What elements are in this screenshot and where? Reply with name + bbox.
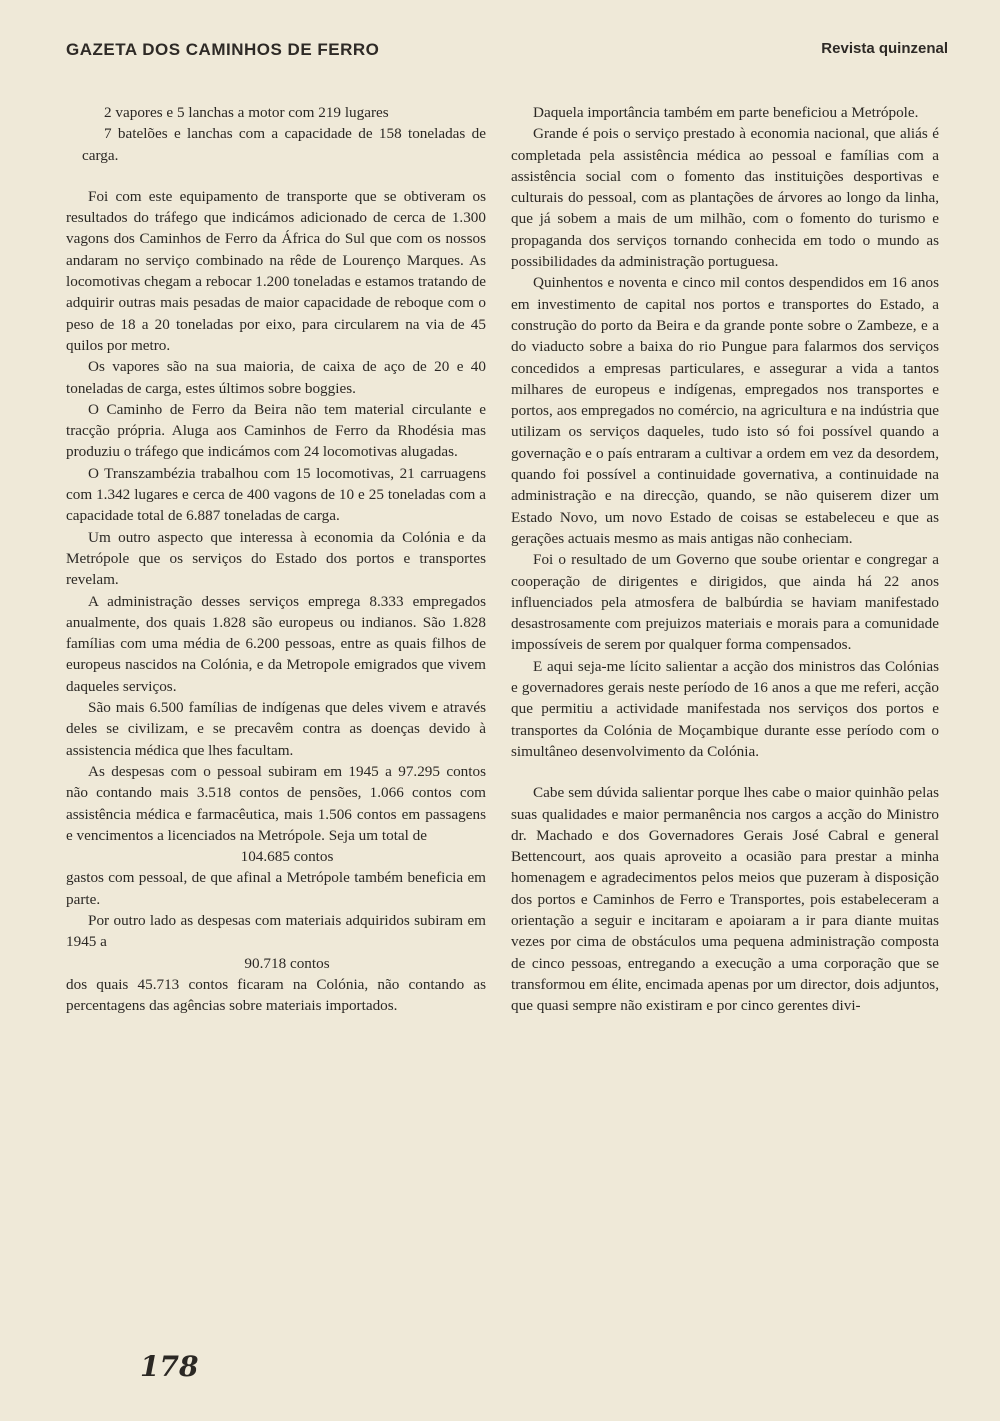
paragraph: Por outro lado as despesas com materiais adquiridos subiram em 1945 a [66,911,486,951]
left-column [66,102,486,1016]
total-materials-expenses: 90.718 contos [244,954,330,972]
paragraph: E aqui seja-me lícito salientar a acção dos ministros das Colónias e governadores gerais neste período de 16 anos a que me referi, acção que permitiu a actividade manifestada nos serviços dos portos e transportes da Colónia de Moçambique durante esse período com o simultâneo desenvolvimento da Colónia. [511,657,939,760]
journal-subtitle: Revista quinzenal [821,40,948,57]
paragraph: São mais 6.500 famílias de indígenas que deles vivem e através deles se civilizam, e se precavêm contra as doenças devido à assistencia médica que lhes facultam. [66,699,486,759]
list-item: 7 batelões e lanchas com a capacidade de 158 toneladas de carga. [82,125,486,164]
right-column [511,102,939,1016]
paragraph: As despesas com o pessoal subiram em 1945 a 97.295 contos não contando mais 3.518 contos de pensões, 1.066 contos com assistência médica e farmacêutica, mais 1.506 contos em passagens e vencimentos a licenciados na Metrópole. Seja um total de [66,762,486,844]
paragraph: Foi com este equipamento de transporte que se obtiveram os resultados do tráfego que indicámos adicionado de cerca de 1.300 vagons dos Caminhos de Ferro da África do Sul que com os nossos andaram no serviço combinado na rêde de Lourenço Marques. As locomotivas chegam a rebocar 1.200 toneladas e estamos tratando de adquirir outras mais pesadas de maior capacidade de reboque com o peso de 18 a 20 toneladas por eixo, para circularem na via de 45 quilos por metro. [66,187,486,354]
total-personnel-expenses: 104.685 contos [240,848,334,866]
paragraph: O Transzambézia trabalhou com 15 locomotivas, 21 carruagens com 1.342 lugares e cerca de 400 vagons de 10 e 25 toneladas com a capacidade total de 6.887 toneladas de carga. [66,464,486,525]
paragraph: Foi o resultado de um Governo que soube orientar e congregar a cooperação de dirigentes e dirigidos, que ainda há 22 anos influenciados pela atmosfera de balbúrdia se haviam manifestado desastrosamente com prejuizos materiais e morais para a comunidade impossíveis de serem por qualquer forma compensados. [511,551,939,654]
list-item: 2 vapores e 5 lanchas a motor com 219 lugares [104,104,389,121]
paragraph: dos quais 45.713 contos ficaram na Colónia, não contando as percentagens das agências sobre materiais importados. [66,975,486,1015]
paragraph: Um outro aspecto que interessa à economia da Colónia e da Metrópole que os serviços do Estado dos portos e transportes revelam. [66,528,486,589]
paragraph: A administração desses serviços emprega 8.333 empregados anualmente, dos quais 1.828 são europeus ou indianos. São 1.828 famílias com uma média de 6.200 pessoas, entre as quais filhos de europeus nascidos na Colónia, e da Metropole emigrados que vivem daqueles serviços. [66,592,486,695]
paragraph: Grande é pois o serviço prestado à economia nacional, que aliás é completada pela assistência médica ao pessoal e famílias com a assistência social com o fomento das instituições desportivas e culturais do pessoal, com as plantações de árvores ao longo da linha, que já sobem a mais de um milhão, com o fomento do turismo e propaganda dos serviços tornando conhecida em todo o mundo as possibilidades da administração portuguesa. [511,125,939,271]
page-number: 178 [140,1350,199,1383]
paragraph: gastos com pessoal, de que afinal a Metrópole também beneficia em parte. [66,869,486,908]
paragraph: Cabe sem dúvida salientar porque lhes cabe o maior quinhão pelas suas qualidades e maior permanência nos cargos a acção do Ministro dr. Machado e dos Governadores Gerais José Cabral e general Bettencourt, aos quais aproveito a ocasião para prestar a minha homenagem e agradecimentos pelos meios que puzeram à disposição dos portos e Caminhos de Ferro e Transportes, pois estabeleceram a orientação a seguir e incitaram e apoiaram a ir para diante muitas vezes por cima de obstáculos uma pequena administração composta de cinco pessoas, entregando a execução a uma corporação que se transformou em élite, encimada apenas por um director, dois adjuntos, que quasi sempre não existiram e por cinco gerentes divi- [511,784,939,1015]
journal-title: GAZETA DOS CAMINHOS DE FERRO [66,40,380,59]
paragraph: Daquela importância também em parte beneficiou a Metrópole. [533,104,919,121]
paragraph: Quinhentos e noventa e cinco mil contos despendidos em 16 anos em investimento de capital nos portos e transportes do Estado, a construção do porto da Beira e da grande ponte sobre o Zambeze, e a do viaducto sobre a baixa do rio Pungue para falarmos dos serviços concedidos a empresas particulares, e assegurar a vida a tantos milhares de europeus e indígenas, empregados nos transportes e portos, aos empregados no comércio, na agricultura e na indústria que utilizam os serviços daqueles, tudo isto só foi possível quando a governação e o país entraram a cultivar a ordem em vez da desordem, quando foi possível a continuidade governativa, a continuidade na administração e na direcção, quando, se não quiserem dizer um Estado Novo, um novo Estado de coisas se estabeleceu e que as gerações actuais mesmo as mais antigas não conheciam. [511,274,939,547]
paragraph: O Caminho de Ferro da Beira não tem material circulante e tracção própria. Aluga aos Caminhos de Ferro da Rhodésia mas produziu o tráfego que indicámos com 24 locomotivas alugadas. [66,400,486,461]
paragraph: Os vapores são na sua maioria, de caixa de aço de 20 e 40 toneladas de carga, estes últimos sobre boggies. [66,358,486,397]
